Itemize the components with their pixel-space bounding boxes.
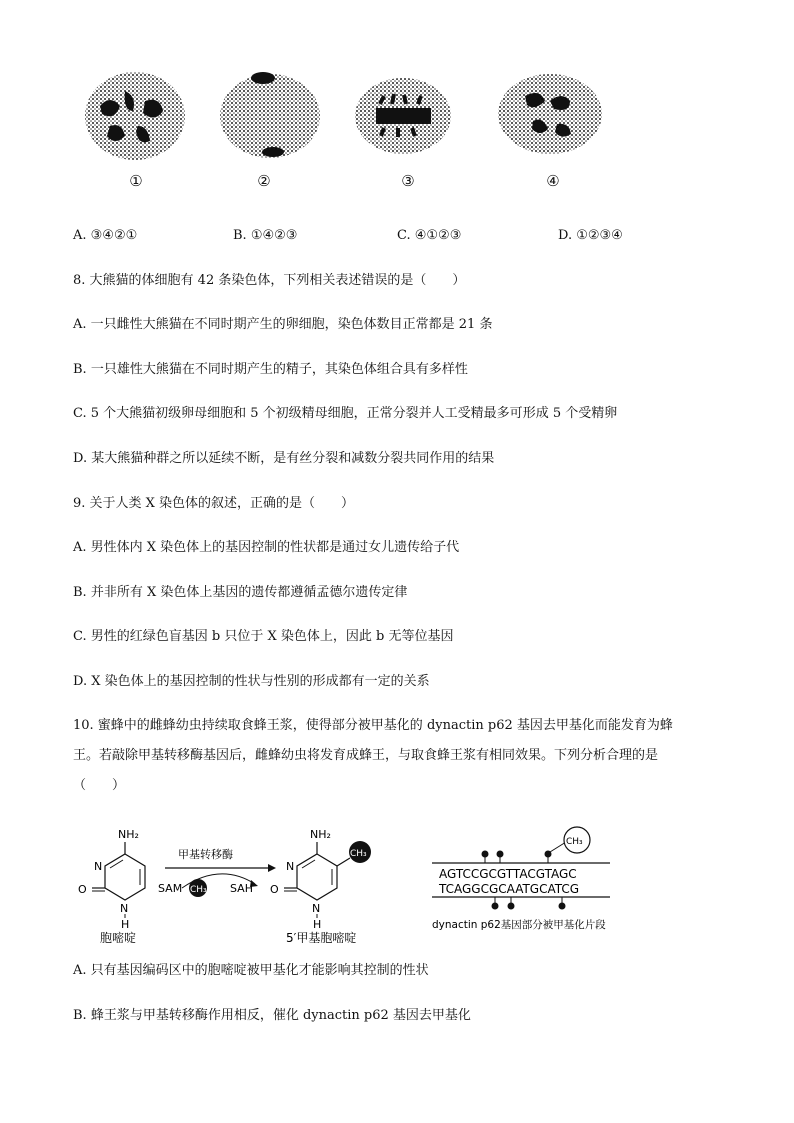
q10-option-b[interactable]: B. 蜂王浆与甲基转移酶作用相反，催化 dynactin p62 基因去甲基化: [73, 1008, 471, 1023]
cell-label-2: ②: [257, 172, 271, 190]
methyl-dot: [482, 851, 489, 858]
cytosine-structure: [78, 828, 145, 943]
h-atom-right: H: [313, 918, 322, 931]
q10-stem-line2: 王。若敲除甲基转移酶基因后，雌蜂幼虫将发育成蜂王，与取食蜂王浆有相同效果。下列分析合理的是: [73, 748, 659, 763]
dna-seq-bottom: TCAGGCGCAATGCATCG: [439, 882, 580, 896]
o-atom-left: O: [78, 883, 87, 896]
nh2-label-left: NH₂: [118, 828, 139, 841]
q8-option-c[interactable]: C. 5 个大熊猫初级卵母细胞和 5 个初级精母细胞，正常分裂并人工受精最多可形成 5 个受精卵: [73, 406, 618, 421]
q9-option-c[interactable]: C. 男性的红绿色盲基因 b 只位于 X 染色体上，因此 b 无等位基因: [73, 629, 454, 644]
q9-option-d[interactable]: D. X 染色体上的基因控制的性状与性别的形成都有一定的关系: [73, 674, 430, 689]
reaction-arrow: [158, 847, 276, 897]
cytosine-caption: 胞嘧啶: [100, 931, 137, 943]
cell-image-3: [348, 66, 458, 166]
dna-fragment: [432, 827, 610, 931]
methylcytosine-structure: [270, 828, 371, 943]
n-atom-right-bottom: N: [312, 902, 321, 915]
h-atom-left: H: [121, 918, 130, 931]
q7-option-c[interactable]: C. ④①②③: [397, 228, 462, 243]
q9-option-a[interactable]: A. 男性体内 X 染色体上的基因控制的性状都是通过女儿遗传给子代: [73, 540, 460, 555]
q8-stem: 8. 大熊猫的体细胞有 42 条染色体，下列相关表述错误的是（ ）: [73, 273, 466, 288]
methylcytosine-caption: 5′甲基胞嘧啶: [286, 931, 357, 943]
sah-label: SAH: [230, 882, 253, 895]
methylation-figure: [70, 818, 630, 943]
cell-image-2: [215, 66, 325, 166]
enzyme-label: 甲基转移酶: [178, 848, 233, 861]
nh2-label-right: NH₂: [310, 828, 331, 841]
q9-option-b[interactable]: B. 并非所有 X 染色体上基因的遗传都遵循孟德尔遗传定律: [73, 585, 408, 600]
o-atom-right: O: [270, 883, 279, 896]
methyl-dot: [508, 903, 515, 910]
dna-seq-top: AGTCCGCGTTACGTAGC: [439, 867, 577, 881]
q9-stem: 9. 关于人类 X 染色体的叙述，正确的是（ ）: [73, 496, 355, 511]
ch3-badge-sam: CH₃: [190, 885, 207, 895]
methyl-dot: [559, 903, 566, 910]
n-atom-left-top: N: [94, 860, 103, 873]
q7-option-a[interactable]: A. ③④②①: [73, 228, 138, 243]
q8-option-b[interactable]: B. 一只雄性大熊猫在不同时期产生的精子，其染色体组合具有多样性: [73, 362, 468, 377]
ch3-badge-methyl: CH₃: [350, 849, 367, 859]
ch3-callout: CH₃: [566, 837, 583, 847]
methyl-dot: [497, 851, 504, 858]
cell-image-1: [80, 66, 190, 166]
n-atom-right-top: N: [286, 860, 295, 873]
cell-label-4: ④: [546, 172, 560, 190]
q10-stem-line1: 10. 蜜蜂中的雌蜂幼虫持续取食蜂王浆，使得部分被甲基化的 dynactin p62 基因去甲基化而能发育为蜂: [73, 718, 673, 733]
q7-option-d[interactable]: D. ①②③④: [558, 228, 623, 243]
methyl-dot: [492, 903, 499, 910]
q10-option-a[interactable]: A. 只有基因编码区中的胞嘧啶被甲基化才能影响其控制的性状: [73, 963, 429, 978]
q8-option-a[interactable]: A. 一只雌性大熊猫在不同时期产生的卵细胞，染色体数目正常都是 21 条: [73, 317, 493, 332]
cell-image-4: [495, 66, 605, 166]
fragment-caption: dynactin p62基因部分被甲基化片段: [432, 919, 606, 931]
cell-label-1: ①: [129, 172, 143, 190]
q8-option-d[interactable]: D. 某大熊猫种群之所以延续不断，是有丝分裂和减数分裂共同作用的结果: [73, 451, 495, 466]
cell-label-3: ③: [401, 172, 415, 190]
q7-option-b[interactable]: B. ①④②③: [233, 228, 298, 243]
q10-stem-line3: （ ）: [73, 778, 126, 793]
n-atom-left-bottom: N: [120, 902, 129, 915]
sam-label: SAM: [158, 882, 183, 895]
